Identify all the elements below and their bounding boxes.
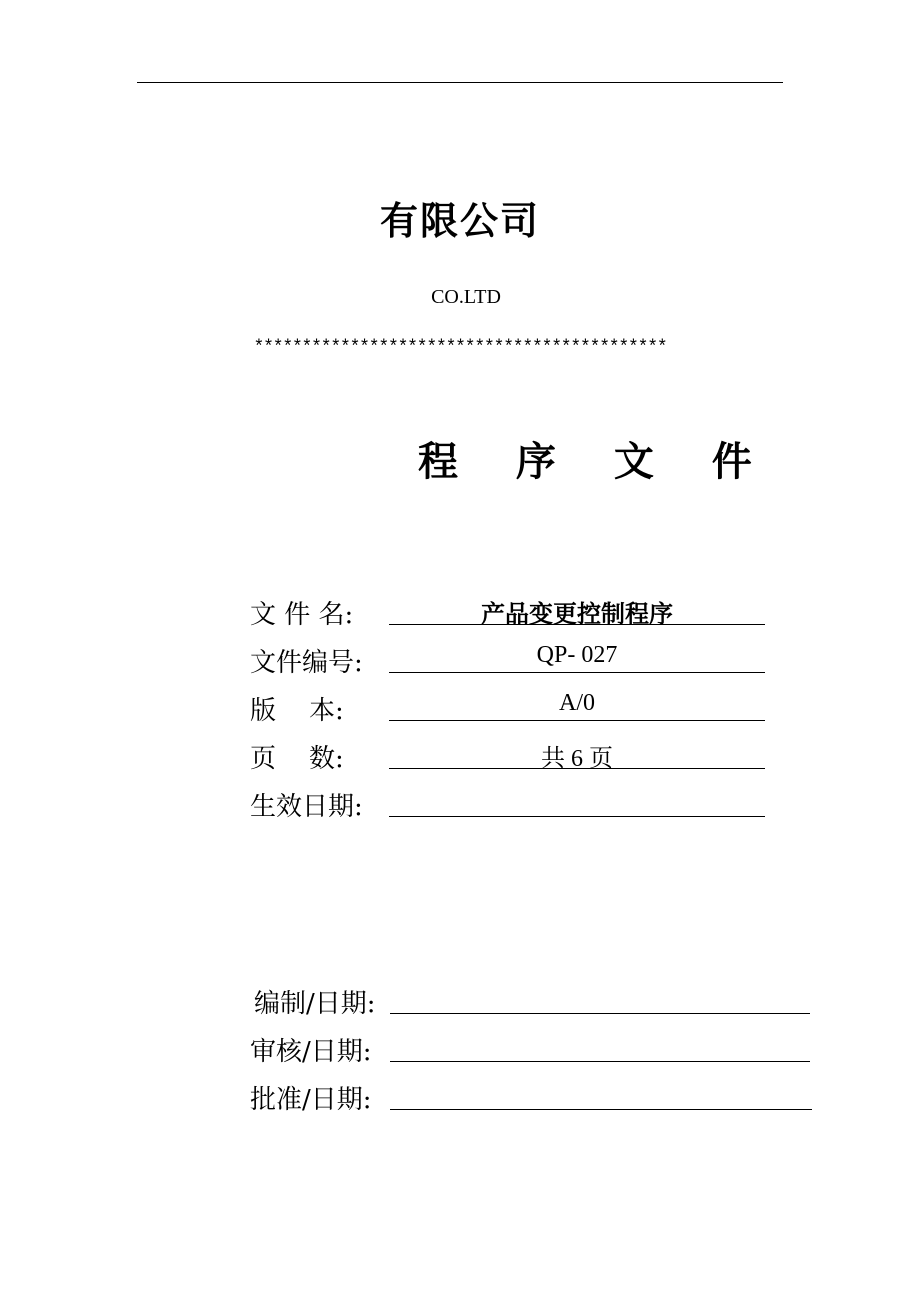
field-underline bbox=[389, 672, 765, 673]
signature-line bbox=[390, 1013, 810, 1014]
field-value: QP- 027 bbox=[536, 642, 618, 668]
signature-label: 审核/日期: bbox=[250, 1037, 372, 1067]
document-type-title: 程 序 文 件 bbox=[418, 439, 774, 485]
company-name-en: CO.LTD bbox=[431, 286, 501, 308]
company-name: 有限公司 bbox=[379, 199, 540, 243]
signature-line bbox=[390, 1061, 810, 1062]
field-underline bbox=[389, 720, 765, 721]
field-value: 产品变更控制程序 bbox=[481, 600, 673, 628]
field-label: 文件编号: bbox=[250, 648, 363, 678]
field-value: 共 6 页 bbox=[541, 746, 613, 772]
signature-line bbox=[390, 1109, 812, 1110]
field-underline bbox=[389, 624, 765, 625]
field-underline bbox=[389, 768, 765, 769]
signature-label: 批准/日期: bbox=[250, 1085, 372, 1115]
field-label: 页 数: bbox=[250, 744, 344, 774]
field-label: 版 本: bbox=[250, 696, 344, 726]
field-label: 文 件 名: bbox=[250, 600, 354, 630]
field-label: 生效日期: bbox=[250, 792, 363, 822]
header-rule bbox=[137, 82, 783, 83]
field-value: A/0 bbox=[559, 690, 595, 716]
field-underline bbox=[389, 816, 765, 817]
star-separator: ******************************************* bbox=[253, 338, 667, 358]
signature-label: 编制/日期: bbox=[254, 989, 376, 1019]
